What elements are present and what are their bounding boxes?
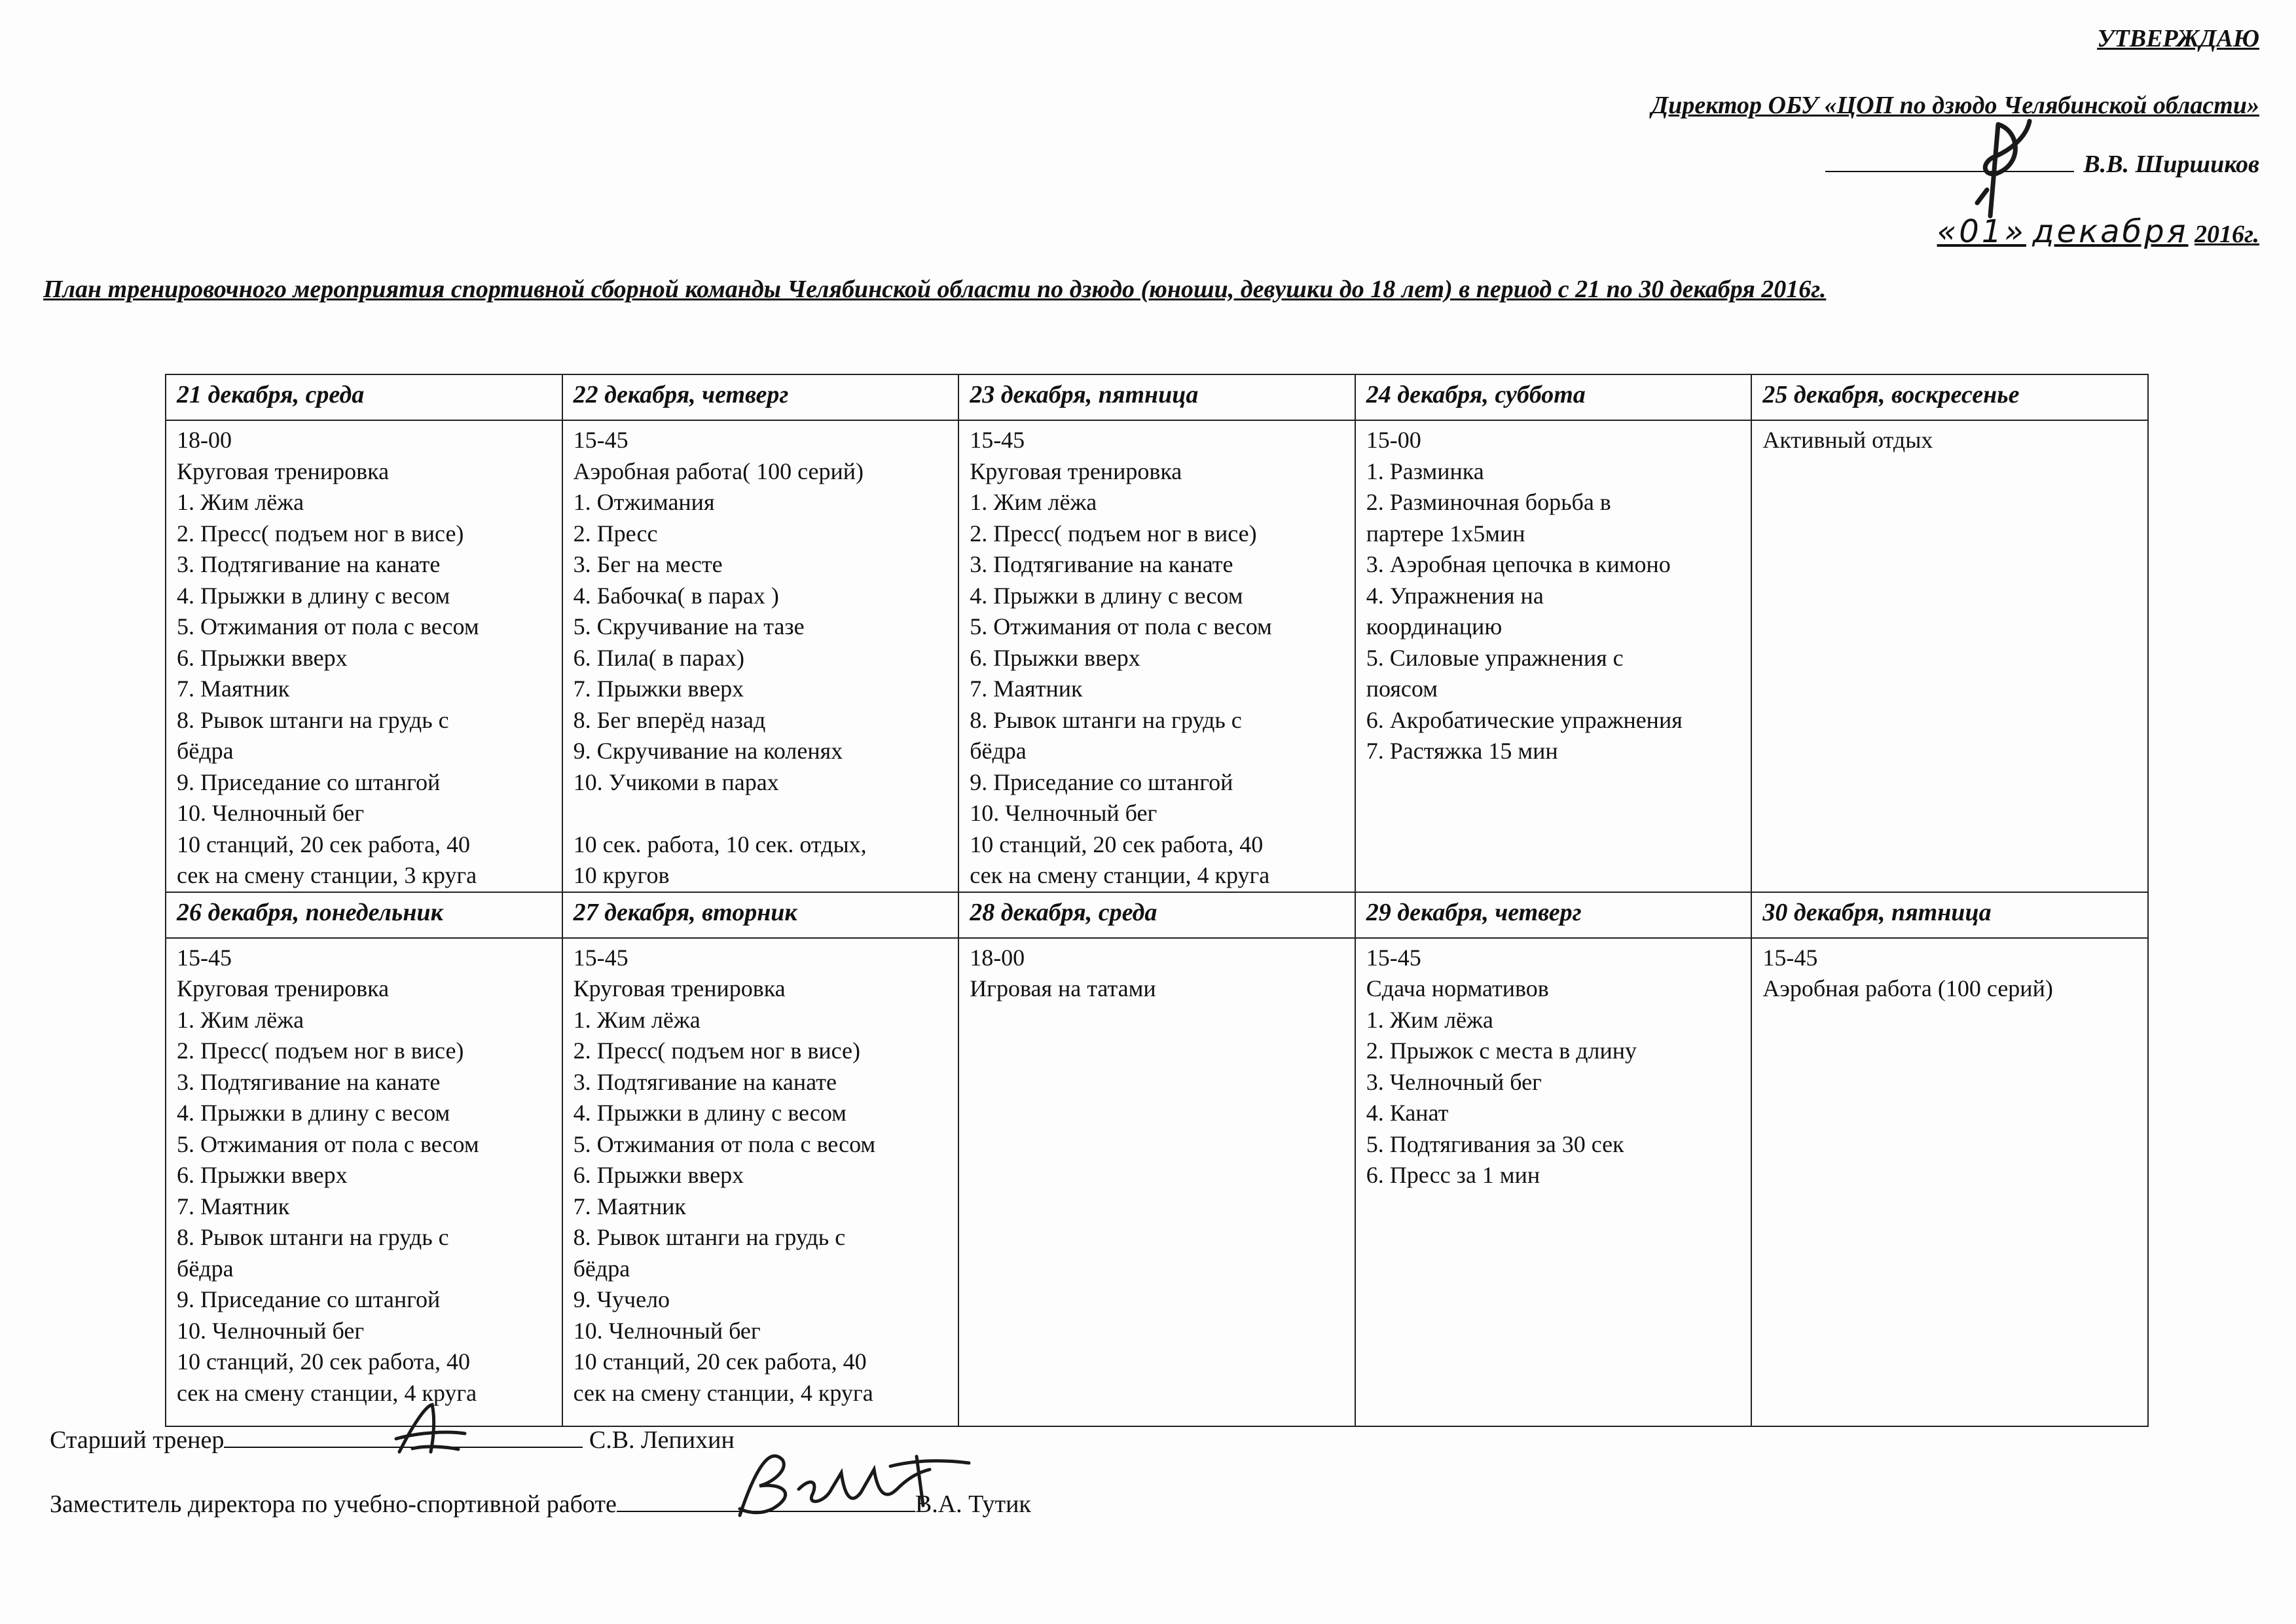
cell-line: 9. Чучело [573,1286,670,1312]
cell-line: 10. Челночный бег [970,800,1157,826]
cell-line: 15-45 [573,944,629,971]
cell-line: бёдра [573,1255,630,1282]
day-content [1355,938,1752,1426]
cell-line: 15-45 [1762,944,1818,971]
cell-line [574,798,952,829]
table-row [166,374,2148,420]
cell-line: 5. Отжимания от пола с весом [177,613,479,640]
cell-line: бёдра [177,1255,234,1282]
day-content [562,938,959,1426]
coach-signature [386,1399,478,1458]
cell-line: 7. Маятник [573,1193,686,1219]
cell-line: 9. Приседание со штангой [177,1286,441,1312]
cell-line: 15-00 [1366,427,1421,453]
cell-line: координацию [1366,613,1503,640]
approval-heading: УТВЕРЖДАЮ [2097,25,2259,52]
day-header: 30 декабря, пятница [1751,892,2148,938]
cell-line: 3. Подтягивание на канате [970,551,1233,577]
cell-line: 6. Акробатические упражнения [1366,706,1683,733]
day-content [958,420,1355,892]
cell-line: 10 станций, 20 сек работа, 40 [177,831,471,857]
cell-line: 3. Аэробная цепочка в кимоно [1366,551,1671,577]
cell-line: сек на смену станции, 4 круга [177,1379,477,1406]
cell-line: 1. Жим лёжа [177,1006,304,1033]
cell-line: 5. Силовые упражнения с [1366,644,1624,671]
cell-line: Активный отдых [1762,427,1933,453]
cell-line: 8. Рывок штанги на грудь с [573,1224,846,1250]
cell-line: 10. Учикоми в парах [573,768,779,795]
cell-line: 6. Прыжки вверх [177,1162,348,1188]
cell-line: 10 станций, 20 сек работа, 40 [970,831,1264,857]
cell-line: 10. Челночный бег [573,1317,761,1344]
cell-line: Аэробная работа (100 серий) [1762,975,2053,1001]
cell-line: 2. Пресс( подъем ног в висе) [177,520,464,547]
cell-line: 2. Пресс [573,520,658,547]
cell-line: Игровая на татами [970,975,1156,1001]
cell-line: 7. Маятник [177,676,290,702]
day-content [1355,420,1752,892]
cell-line: 5. Отжимания от пола с весом [177,1130,479,1157]
approval-date-month: декабря [2032,213,2189,250]
approval-date-year: 2016г. [2194,221,2259,248]
day-content [1751,938,2148,1426]
day-header: 27 декабря, вторник [562,892,959,938]
cell-line: 1. Жим лёжа [970,489,1097,515]
cell-line: 15-45 [573,427,629,453]
cell-line: 15-45 [1366,944,1421,971]
cell-line: 1. Жим лёжа [573,1006,701,1033]
cell-line: 2. Пресс( подъем ног в висе) [177,1038,464,1064]
cell-line: 8. Рывок штанги на грудь с [970,706,1242,733]
day-header: 25 декабря, воскресенье [1751,374,2148,420]
coach-label: Старший тренер [50,1426,225,1454]
cell-line: 7. Растяжка 15 мин [1366,738,1558,764]
day-header: 24 декабря, суббота [1355,374,1752,420]
day-header: 21 декабря, среда [166,374,562,420]
cell-line: 7. Маятник [177,1193,290,1219]
cell-line: 1. Жим лёжа [177,489,304,515]
cell-line: 1. Отжимания [573,489,715,515]
cell-line: Сдача нормативов [1366,975,1549,1001]
day-header: 29 декабря, четверг [1355,892,1752,938]
cell-line: сек на смену станции, 3 круга [177,862,477,888]
cell-line: 2. Пресс( подъем ног в висе) [573,1038,861,1064]
cell-line: бёдра [970,738,1027,764]
cell-line: 5. Подтягивания за 30 сек [1366,1130,1624,1157]
cell-line: 10 сек. работа, 10 сек. отдых, [573,831,867,857]
approval-position: Директор ОБУ «ЦОП по дзюдо Челябинской области» [1651,92,2259,119]
cell-line: сек на смену станции, 4 круга [573,1379,873,1406]
cell-line: 10 кругов [573,862,670,888]
cell-line: 18-00 [177,427,232,453]
cell-line: 10 станций, 20 сек работа, 40 [573,1348,867,1375]
cell-line: 6. Прыжки вверх [970,644,1140,671]
cell-line: 3. Бег на месте [573,551,723,577]
cell-line: Аэробная работа( 100 серий) [573,458,864,484]
cell-line: 10 станций, 20 сек работа, 40 [177,1348,471,1375]
cell-line: 4. Бабочка( в парах ) [573,582,779,609]
day-header: 26 декабря, понедельник [166,892,562,938]
schedule-table [165,374,2149,1427]
cell-line: 2. Разминочная борьба в [1366,489,1611,515]
table-row [166,938,2148,1426]
cell-line: 8. Рывок штанги на грудь с [177,1224,449,1250]
day-header: 22 декабря, четверг [562,374,959,420]
approval-name: В.В. Ширшиков [2083,151,2259,178]
cell-line: 10. Челночный бег [177,1317,365,1344]
day-content [166,938,562,1426]
day-content [562,420,959,892]
cell-line: 4. Прыжки в длину с весом [573,1100,847,1126]
cell-line: 15-45 [970,427,1025,453]
cell-line: 3. Челночный бег [1366,1068,1542,1095]
table-row [166,420,2148,892]
cell-line: 6. Прыжки вверх [177,644,348,671]
cell-line: 1. Разминка [1366,458,1484,484]
deputy-signature [720,1443,995,1528]
day-content [1751,420,2148,892]
cell-line: 10. Челночный бег [177,800,365,826]
cell-line: сек на смену станции, 4 круга [970,862,1270,888]
cell-line: 9. Приседание со штангой [177,768,441,795]
table-row [166,892,2148,938]
cell-line: 4. Канат [1366,1100,1449,1126]
cell-line: 6. Пила( в парах) [573,644,744,671]
cell-line: Круговая тренировка [970,458,1182,484]
cell-line: 8. Рывок штанги на грудь с [177,706,449,733]
deputy-label: Заместитель директора по учебно-спортивной работе [50,1490,617,1518]
approval-date-day: «01» [1937,213,2026,250]
cell-line: 6. Пресс за 1 мин [1366,1162,1540,1188]
cell-line: партере 1х5мин [1366,520,1525,547]
cell-line: Круговая тренировка [573,975,786,1001]
cell-line: 7. Прыжки вверх [573,676,744,702]
cell-line: 7. Маятник [970,676,1083,702]
cell-line: 15-45 [177,944,232,971]
cell-line: 3. Подтягивание на канате [573,1068,837,1095]
cell-line: 1. Жим лёжа [1366,1006,1493,1033]
cell-line: 9. Скручивание на коленях [573,738,843,764]
cell-line: бёдра [177,738,234,764]
cell-line: 3. Подтягивание на канате [177,551,441,577]
cell-line: 5. Отжимания от пола с весом [573,1130,876,1157]
cell-line: 3. Подтягивание на канате [177,1068,441,1095]
cell-line: 5. Отжимания от пола с весом [970,613,1272,640]
cell-line: 4. Прыжки в длину с весом [177,582,450,609]
day-content [958,938,1355,1426]
cell-line: 4. Упражнения на [1366,582,1544,609]
day-content [166,420,562,892]
plan-title: План тренировочного мероприятия спортивной сборной команды Челябинской области по дзюдо (юноши, девушки до 18 лет) в период с 21 по 30 декабря 2016г. [43,276,1827,303]
cell-line: 4. Прыжки в длину с весом [177,1100,450,1126]
cell-line: 18-00 [970,944,1025,971]
cell-line: Круговая тренировка [177,975,390,1001]
cell-line: поясом [1366,676,1438,702]
cell-line: 2. Пресс( подъем ног в висе) [970,520,1257,547]
coach-name: С.В. Лепихин [589,1426,735,1454]
cell-line: 5. Скручивание на тазе [573,613,805,640]
cell-line: 2. Прыжок с места в длину [1366,1038,1637,1064]
cell-line: 9. Приседание со штангой [970,768,1233,795]
cell-line: 4. Прыжки в длину с весом [970,582,1243,609]
director-signature [1958,111,2049,223]
day-header: 23 декабря, пятница [958,374,1355,420]
day-header: 28 декабря, среда [958,892,1355,938]
cell-line: 8. Бег вперёд назад [573,706,766,733]
deputy-name: В.А. Тутик [915,1490,1031,1518]
cell-line: 6. Прыжки вверх [573,1162,744,1188]
cell-line: Круговая тренировка [177,458,390,484]
